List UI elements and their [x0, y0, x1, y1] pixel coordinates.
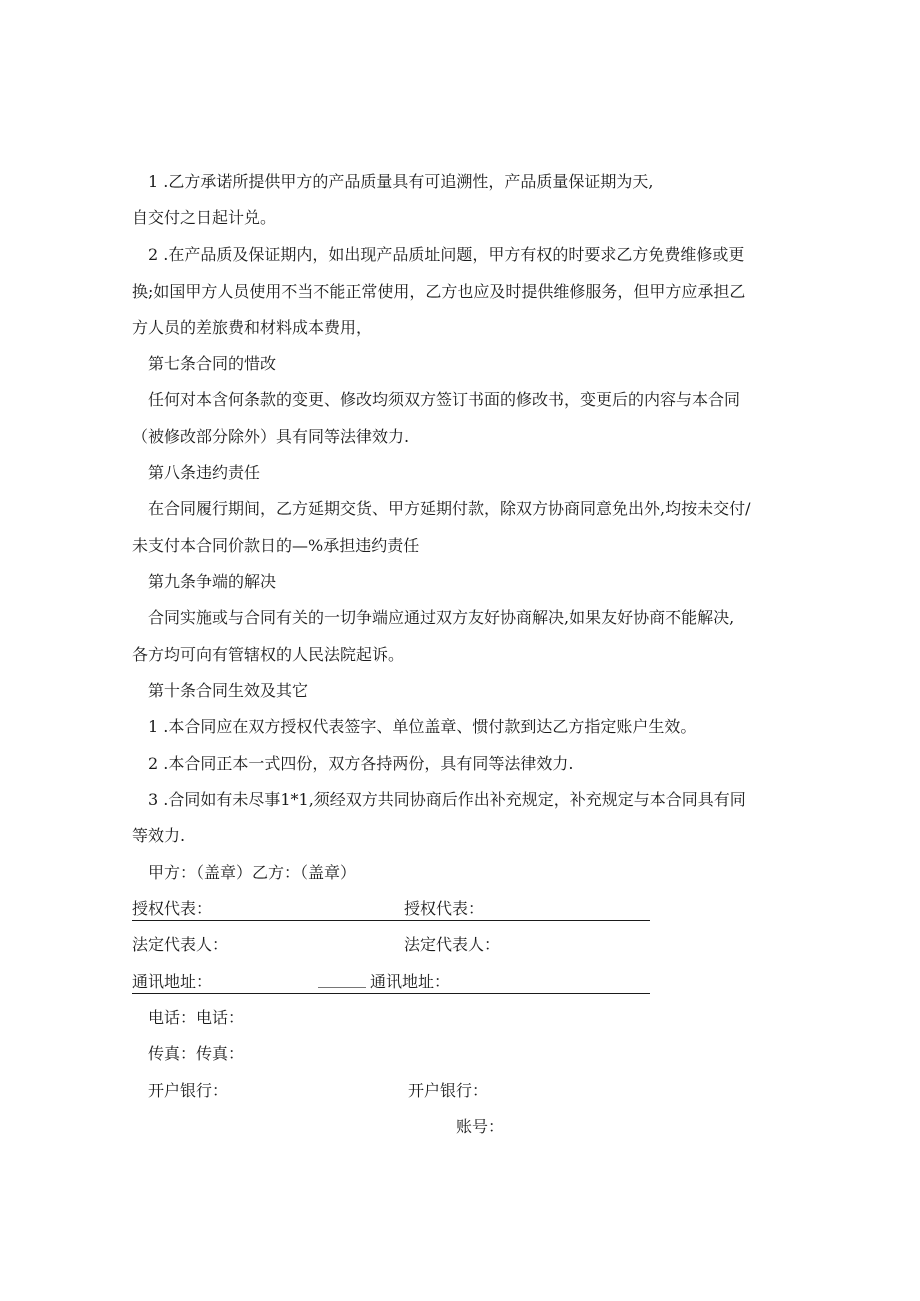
- clause-item-2-line-2: 换;如国甲方人员使用不当不能正常使用，乙方也应及时提供维修服务，但甲方应承担乙: [132, 282, 746, 301]
- article-8-title: 第八条违约责任: [148, 463, 261, 482]
- article-10-title: 第十条合同生效及其它: [148, 681, 309, 700]
- fax-labels: 传真：传真：: [148, 1044, 245, 1063]
- clause-item-2-line-1: 2 .在产品质及保证期内，如出现产品质址问题，甲方有权的时要求乙方免费维修或更: [148, 245, 745, 264]
- address-blank: ______: [318, 969, 366, 988]
- article-10-item-2: 2 .本合同正本一式四份，双方各持两份，具有同等法律效力.: [148, 754, 574, 773]
- article-10-item-3-line-2: 等效力.: [132, 826, 186, 845]
- article-9-line-2: 各方均可向有管辖权的人民法院起诉。: [132, 645, 405, 664]
- address-underline: [132, 993, 650, 994]
- article-8-line-2: 未支付本合同价款日的—%承担违约责任: [132, 536, 420, 555]
- legal-rep-a-label: 法定代表人：: [132, 935, 229, 954]
- bank-a-label: 开户银行：: [148, 1081, 229, 1100]
- clause-item-2-line-3: 方人员的差旅费和材料成本费用，: [132, 318, 373, 337]
- clause-item-1-line-1: 1 .乙方承诺所提供甲方的产品质量具有可追溯性，产品质量保证期为天,: [148, 172, 654, 191]
- article-9-title: 第九条争端的解决: [148, 572, 277, 591]
- clause-item-1-line-2: 自交付之日起计兑。: [132, 208, 277, 227]
- article-10-item-3-line-1: 3 .合同如有未尽事1*1,须经双方共同协商后作出补充规定，补充规定与本合同具有同: [148, 790, 746, 809]
- article-9-line-1: 合同实施或与合同有关的一切争端应通过双方友好协商解决,如果友好协商不能解决,: [148, 608, 735, 627]
- auth-rep-a-label: 授权代表：: [132, 899, 213, 918]
- article-7-title: 第七条合同的惜改: [148, 354, 277, 373]
- signature-parties: 甲方：（盖章）乙方：（盖章）: [148, 863, 357, 882]
- article-8-line-1: 在合同履行期间，乙方延期交货、甲方延期付款，除双方协商同意免出外,均按未交付/: [148, 499, 751, 518]
- legal-rep-b-label: 法定代表人：: [404, 935, 501, 954]
- phone-labels: 电话：电话：: [148, 1008, 245, 1027]
- address-b-label: 通讯地址：: [370, 972, 451, 991]
- address-a-label: 通讯地址：: [132, 972, 213, 991]
- auth-rep-underline: [132, 920, 650, 921]
- account-label: 账号：: [456, 1117, 505, 1136]
- article-7-line-1: 任何对本含何条款的变更、修改均须双方签订书面的修改书，变更后的内容与本合同: [148, 390, 741, 409]
- bank-b-label: 开户银行：: [408, 1081, 489, 1100]
- auth-rep-b-label: 授权代表：: [404, 899, 485, 918]
- article-10-item-1: 1 .本合同应在双方授权代表签字、单位盖章、惯付款到达乙方指定账户生效。: [148, 717, 697, 736]
- article-7-line-2: （被修改部分除外）具有同等法律效力.: [132, 427, 410, 446]
